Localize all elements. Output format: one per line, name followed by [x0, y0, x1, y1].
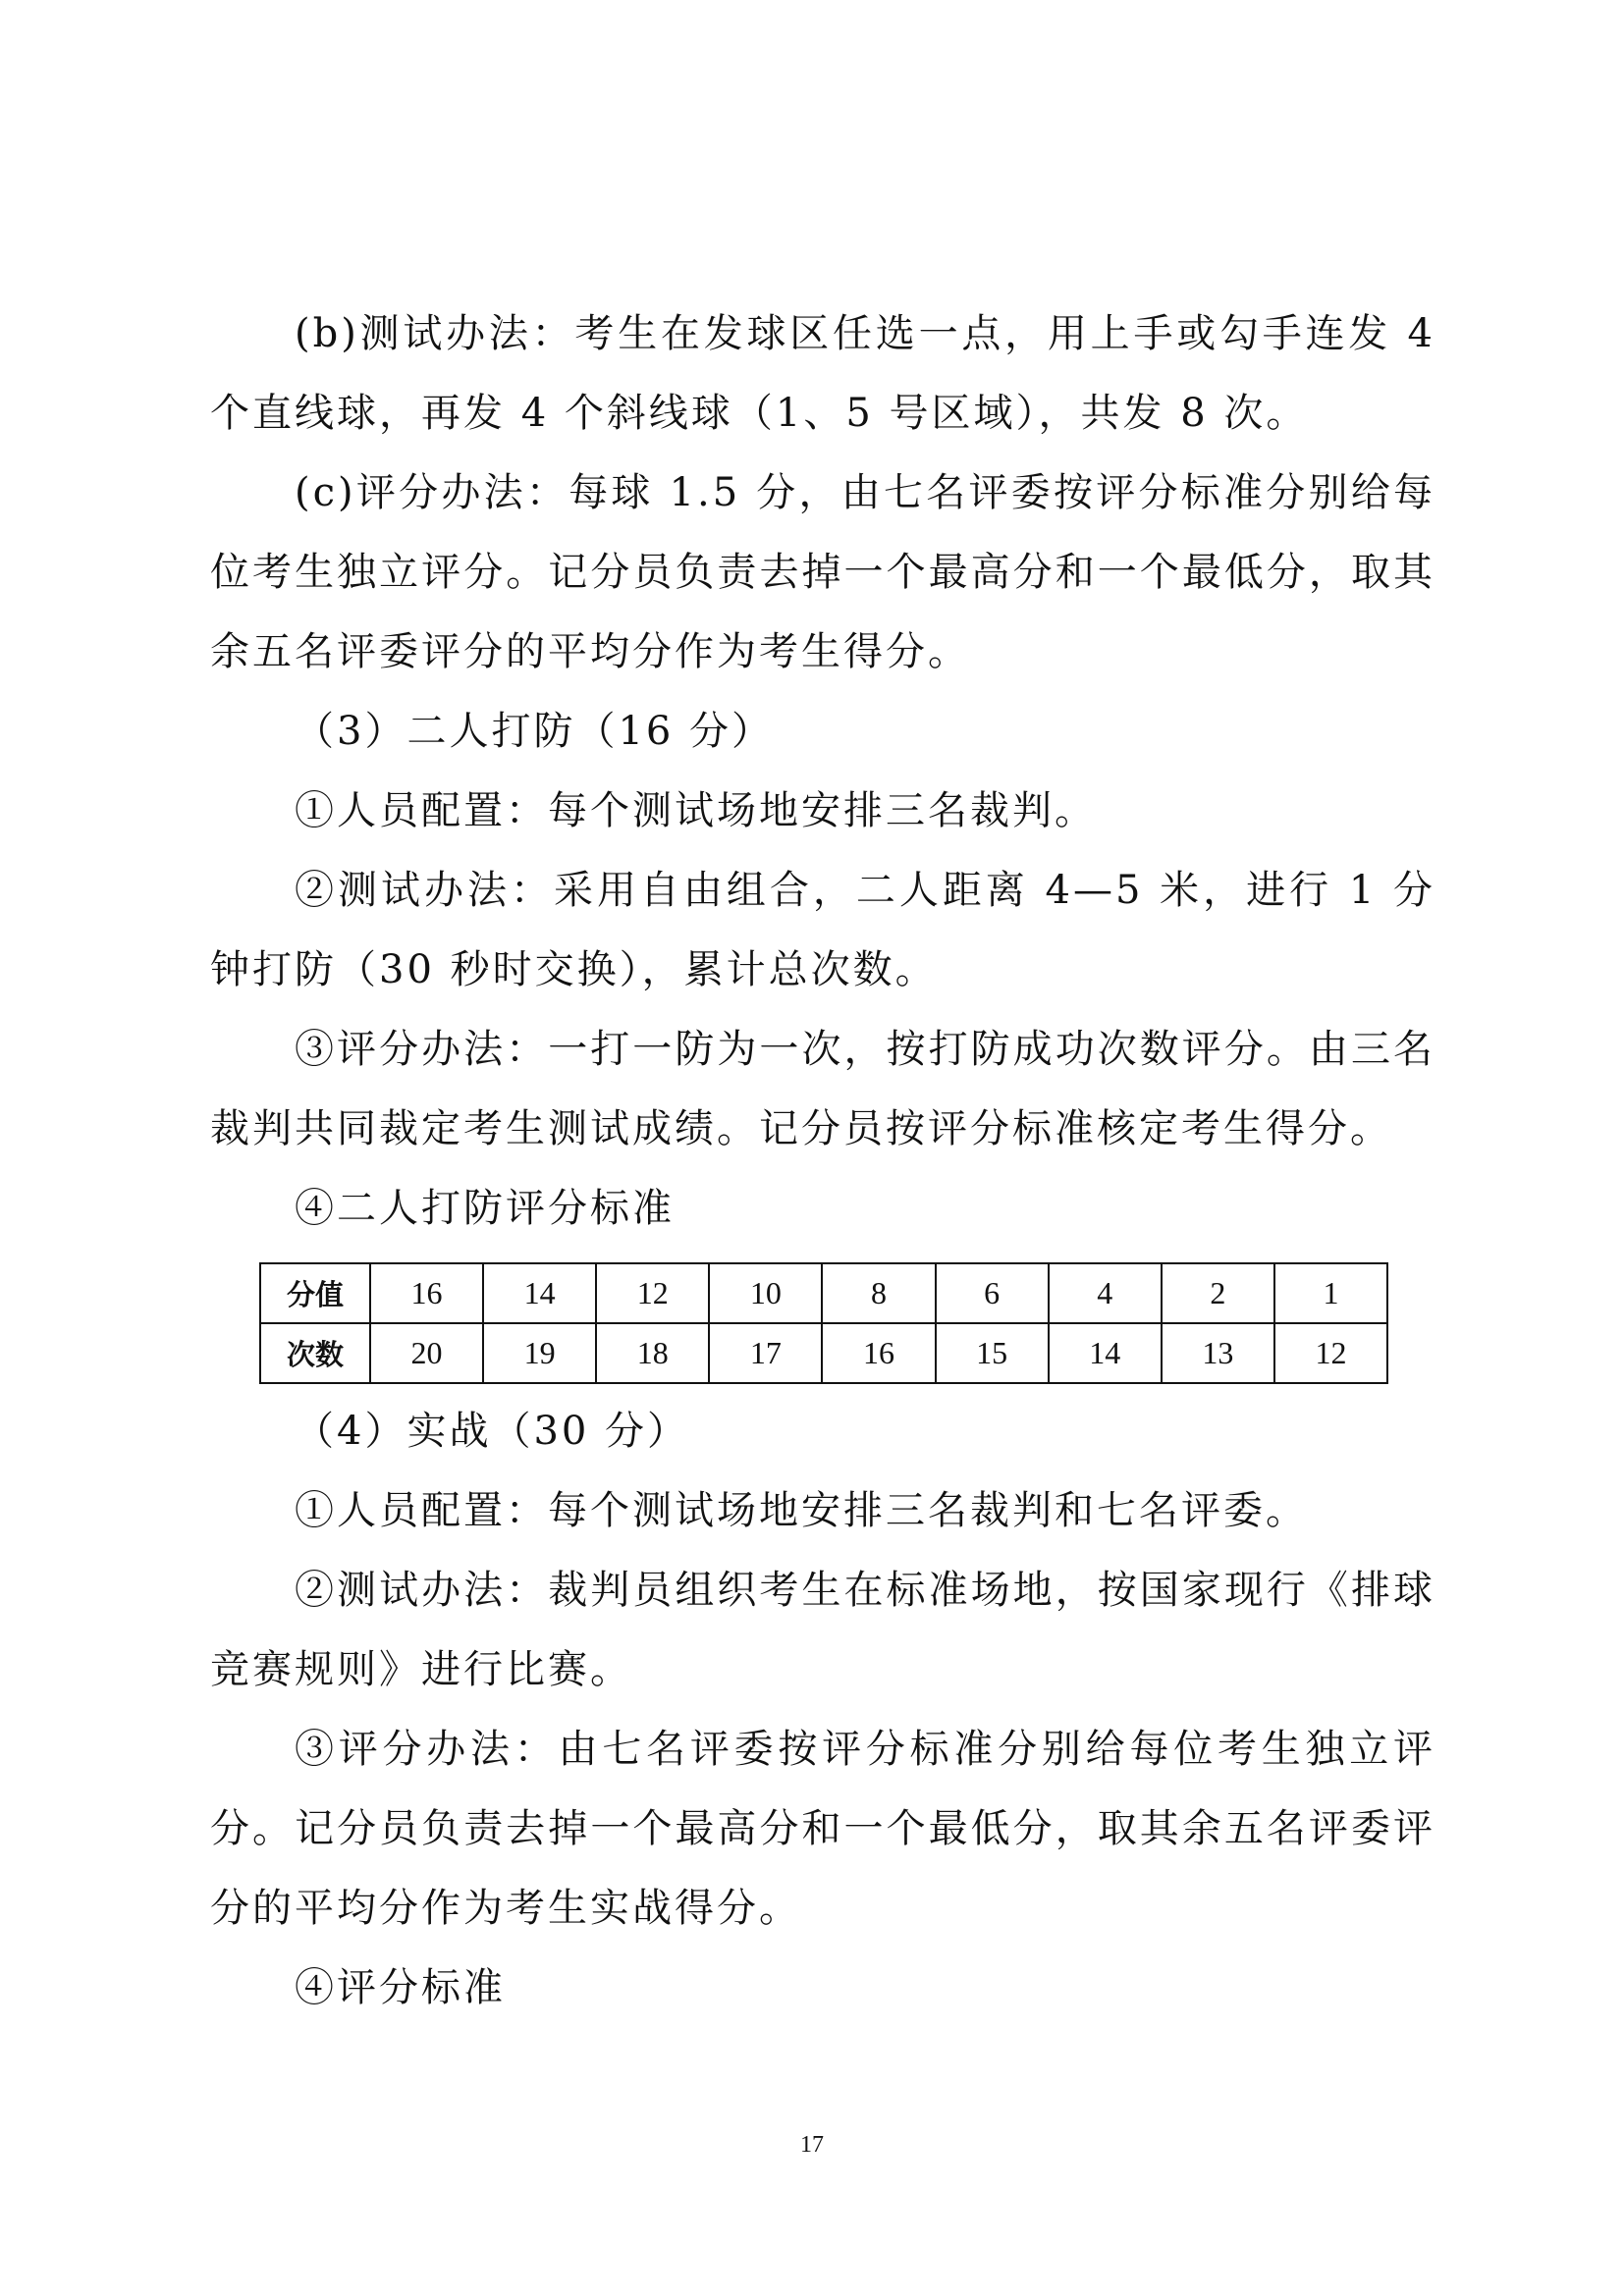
- table-cell: 12: [1274, 1323, 1387, 1383]
- paragraph-staffing: ①人员配置：每个测试场地安排三名裁判。: [295, 788, 1097, 833]
- heading-two-person-attack-defense: （3）二人打防（16 分）: [295, 709, 775, 754]
- table-cell: 16: [370, 1263, 483, 1323]
- table-row: [260, 1323, 1387, 1383]
- row-label-count: 次数: [260, 1323, 370, 1383]
- table-cell: 14: [483, 1263, 596, 1323]
- table-cell: 16: [822, 1323, 935, 1383]
- table-cell: 13: [1162, 1323, 1274, 1383]
- table-cell: 14: [1049, 1323, 1162, 1383]
- table-cell: 15: [936, 1323, 1049, 1383]
- page-body: [210, 294, 1435, 2028]
- table-row: [260, 1263, 1387, 1323]
- paragraph-match-staffing: ①人员配置：每个测试场地安排三名裁判和七名评委。: [295, 1488, 1308, 1533]
- table-cell: 18: [596, 1323, 709, 1383]
- table-cell: 4: [1049, 1263, 1162, 1323]
- table-cell: 17: [709, 1323, 822, 1383]
- paragraph-scoring-method: ③评分办法：一打一防为一次，按打防成功次数评分。由三名裁判共同裁定考生测试成绩。记分员按评分标准核定考生得分。: [210, 1027, 1435, 1151]
- table-cell: 2: [1162, 1263, 1274, 1323]
- table-cell: 20: [370, 1323, 483, 1383]
- score-table-wrapper: [259, 1262, 1435, 1384]
- paragraph-test-method: ②测试办法：采用自由组合，二人距离 4—5 米，进行 1 分钟打防（30 秒时交换），累计总次数。: [210, 868, 1435, 992]
- table-cell: 1: [1274, 1263, 1387, 1323]
- row-label-score: 分值: [260, 1263, 370, 1323]
- heading-match-scoring-standard: ④评分标准: [295, 1965, 506, 2010]
- table-cell: 10: [709, 1263, 822, 1323]
- paragraph-match-scoring-method: ③评分办法：由七名评委按评分标准分别给每位考生独立评分。记分员负责去掉一个最高分和一个最低分，取其余五名评委评分的平均分作为考生实战得分。: [210, 1727, 1435, 1931]
- page-number: 17: [800, 2132, 824, 2158]
- paragraph-match-test-method: ②测试办法：裁判员组织考生在标准场地，按国家现行《排球竞赛规则》进行比赛。: [210, 1568, 1435, 1692]
- heading-practical-match: （4）实战（30 分）: [295, 1409, 690, 1454]
- heading-scoring-standard: ④二人打防评分标准: [295, 1186, 675, 1231]
- paragraph-serve-test-method: (b)测试办法：考生在发球区任选一点，用上手或勾手连发 4 个直线球，再发 4 个斜线球（1、5 号区域），共发 8 次。: [210, 311, 1435, 436]
- table-cell: 6: [936, 1263, 1049, 1323]
- table-cell: 19: [483, 1323, 596, 1383]
- score-table: [259, 1262, 1388, 1384]
- table-cell: 12: [596, 1263, 709, 1323]
- table-cell: 8: [822, 1263, 935, 1323]
- paragraph-serve-scoring-method: (c)评分办法：每球 1.5 分，由七名评委按评分标准分别给每位考生独立评分。记分员负责去掉一个最高分和一个最低分，取其余五名评委评分的平均分作为考生得分。: [210, 470, 1435, 674]
